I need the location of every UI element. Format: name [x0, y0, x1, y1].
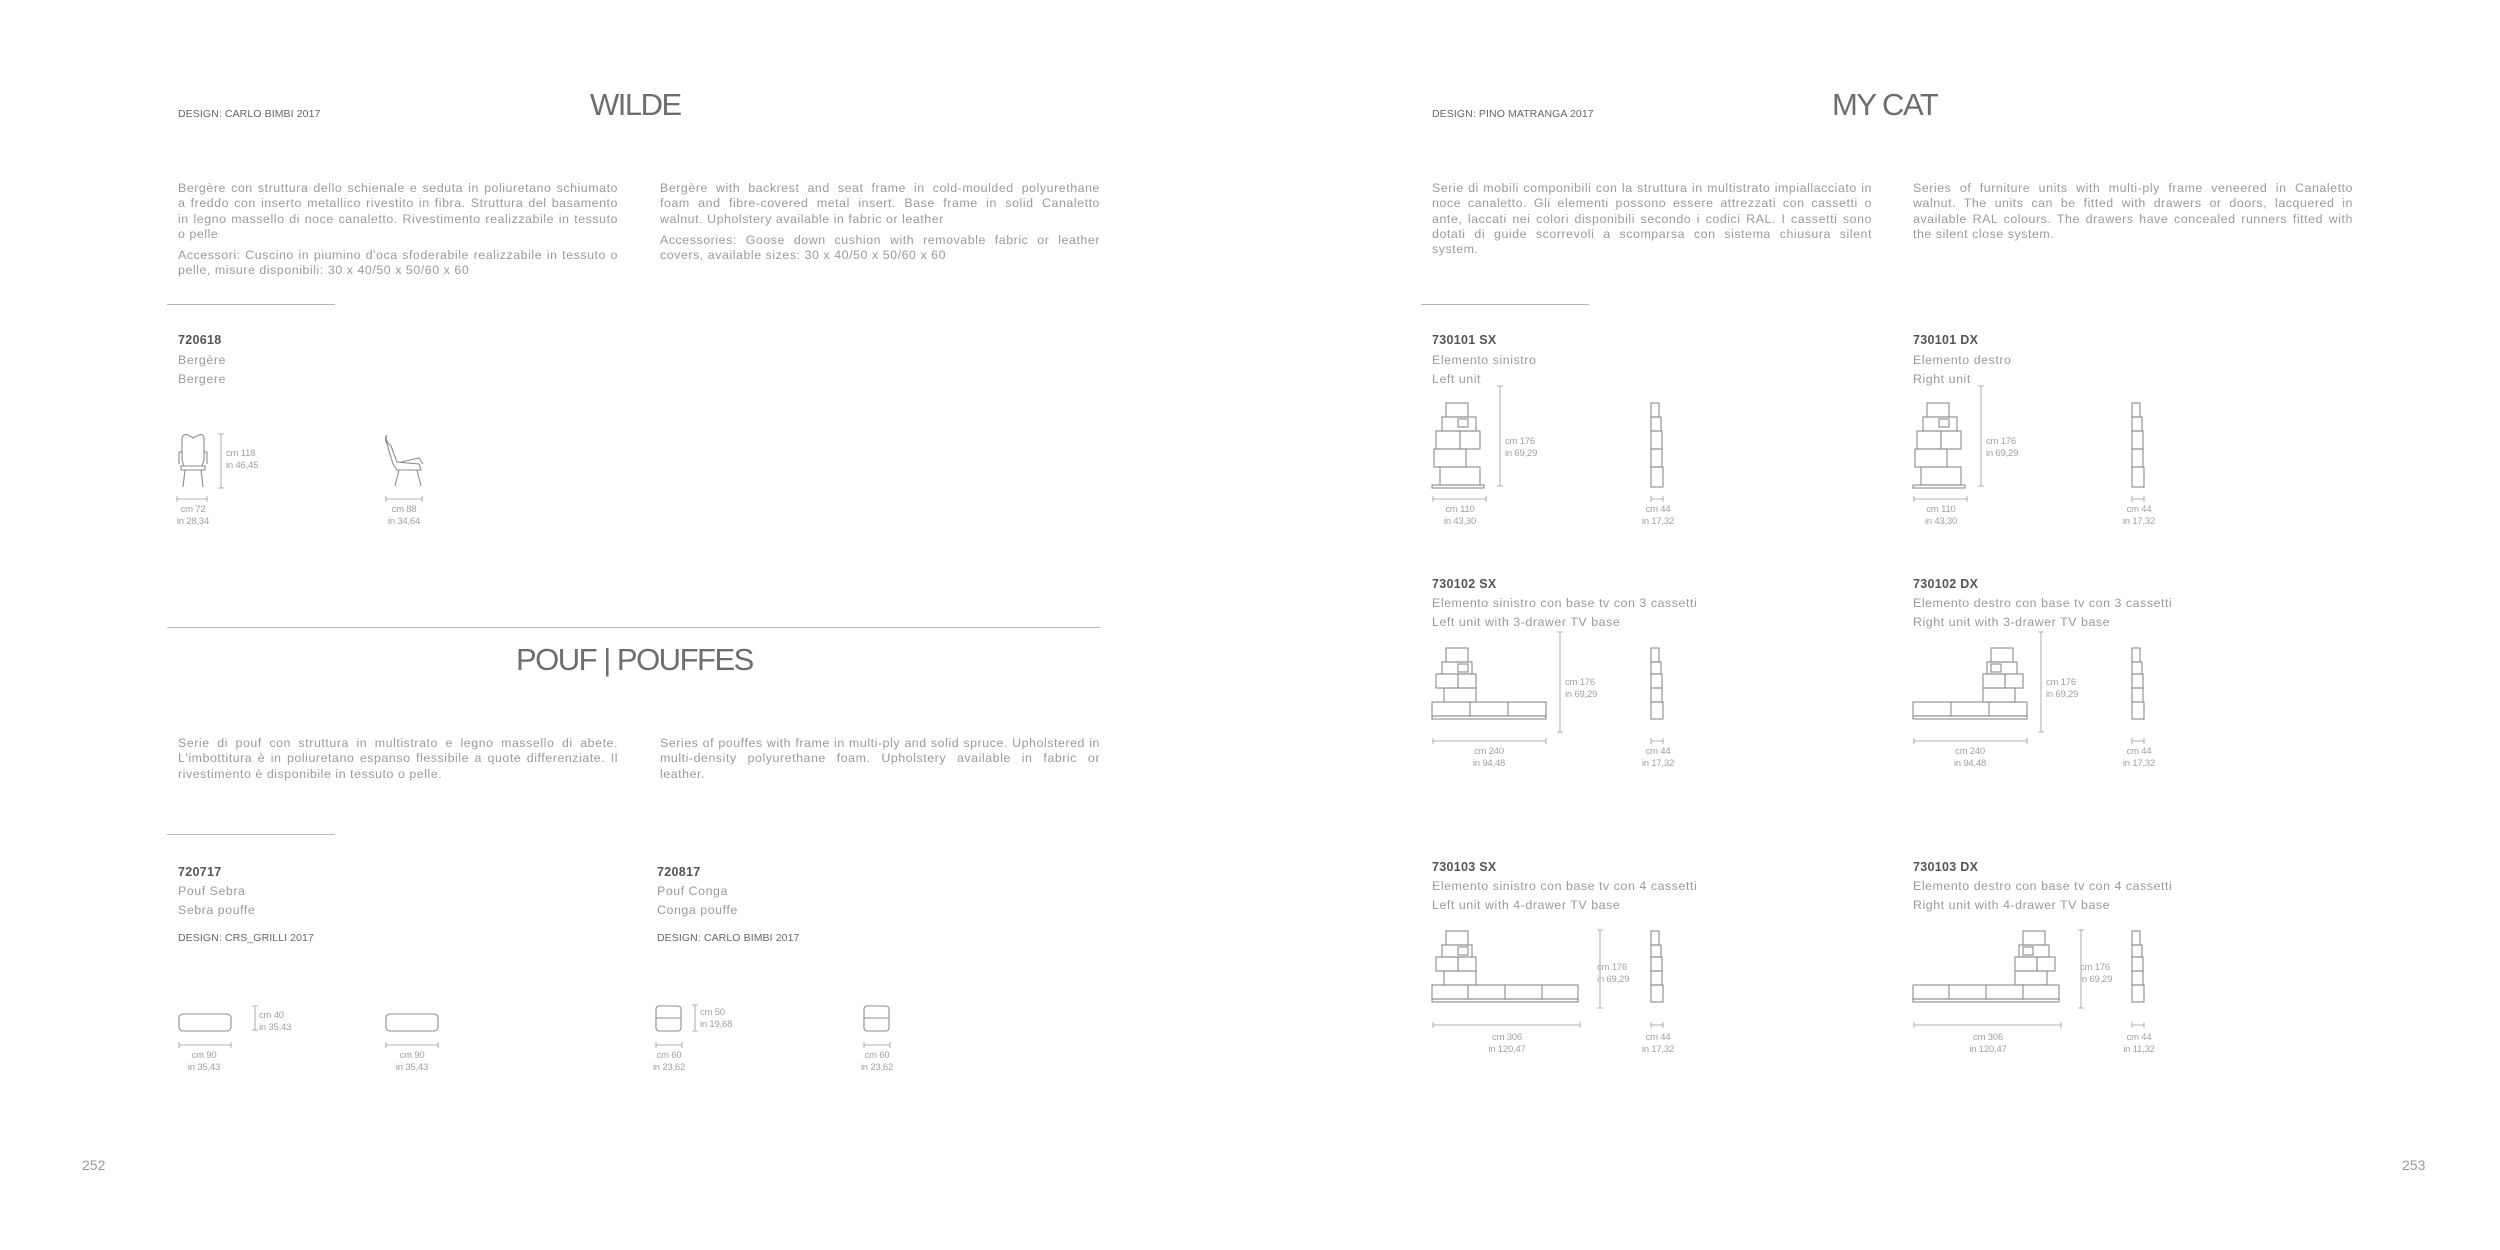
width-cm: cm 306 [1492, 1032, 1522, 1043]
description-english: Series of furniture units with multi-ply frame veneered in Canaletto walnut. The units can be fitted with drawers or doors, lacquered in available RAL colours. The drawers have concealed runners fitted with the silent close system. [1913, 181, 2353, 241]
depth-cm: cm 44 [1645, 746, 1671, 757]
height-dimension-line [1497, 386, 1505, 488]
unit-side-drawing [1648, 645, 1668, 735]
pouf-depth-in: in 35,43 [395, 1062, 429, 1073]
design-credit: DESIGN: CARLO BIMBI 2017 [178, 108, 321, 120]
height-cm: cm 176 [1565, 677, 1595, 688]
pouf-width-in: in 23,62 [652, 1062, 686, 1073]
height-dimension [226, 448, 258, 472]
depth-cm: cm 44 [1645, 504, 1671, 515]
pouf-section-divider [167, 627, 1100, 628]
height-dimension [2080, 962, 2112, 986]
product-name-italian: Bergère [178, 353, 226, 367]
height-cm: cm 118 [226, 448, 256, 459]
width-dimension-line [1432, 496, 1490, 502]
product-name-english: Bergere [178, 372, 226, 386]
product-name-english: Right unit with 3-drawer TV base [1913, 615, 2111, 629]
pouf-height-dimension [259, 1010, 291, 1034]
pouf-name-english: Conga pouffe [657, 903, 738, 917]
width-in: in 120,47 [1488, 1044, 1526, 1055]
depth-dimension-line [1650, 738, 1666, 744]
depth-dimension [2119, 504, 2159, 528]
width-dimension-line [1432, 738, 1550, 744]
pouf-depth-dimension-line [863, 1042, 893, 1048]
description-italian: Serie di mobili componibili con la struttura in multistrato impiallacciato in noce canaletto. Gli elementi possono essere attrezzati con cassetti o ante, laccati nei colori disponibili secondo i codici RAL. I cassetti sono dotati di guide scorrevoli a scomparsa con sistema chiusura silent system. [1432, 181, 1872, 257]
width-in: in 28,34 [176, 516, 210, 527]
pouf-name-italian: Pouf Conga [657, 884, 728, 898]
product-name-english: Right unit with 4-drawer TV base [1913, 898, 2111, 912]
page-title: WILDE [590, 87, 681, 122]
pouf-code: 720717 [178, 865, 222, 879]
pouf-height-cm: cm 40 [259, 1010, 284, 1021]
description-italian-accessories: Accessori: Cuscino in piumino d'oca sfoderabile realizzabile in tessuto o pelle, misure disponibili: 30 x 40/50 x 50/60 x 60 [178, 248, 618, 278]
depth-dimension [1638, 1032, 1678, 1056]
pouf-height-dimension [700, 1007, 732, 1031]
pouf-width-in: in 35,43 [187, 1062, 221, 1073]
pouf-height-in: in 35,43 [259, 1022, 292, 1033]
pouf-width-dimension [646, 1050, 692, 1074]
description-english-accessories: Accessories: Goose down cushion with removable fabric or leather covers, available sizes: 30 x 40/50 x 50/60 x 60 [660, 232, 1100, 263]
unit-side-drawing [2129, 645, 2149, 735]
pouf-height-in: in 19,68 [700, 1019, 733, 1030]
unit-side-drawing [2129, 400, 2149, 490]
product-code: 730103 SX [1432, 860, 1497, 874]
bergere-side-drawing [383, 432, 433, 492]
unit-front-drawing [1432, 400, 1492, 490]
depth-in: in 17,32 [1641, 758, 1675, 769]
width-in: in 120,47 [1969, 1044, 2007, 1055]
height-dimension-line [1978, 386, 1986, 488]
height-cm: cm 176 [2080, 962, 2110, 973]
product-name-italian: Elemento destro con base tv con 3 cassetti [1913, 596, 2173, 610]
width-dimension [170, 504, 216, 528]
depth-in: in 34,64 [387, 516, 421, 527]
product-name-italian: Elemento destro con base tv con 4 cassetti [1913, 879, 2173, 893]
depth-in: in 17,32 [2122, 516, 2156, 527]
height-cm: cm 176 [1505, 436, 1535, 447]
product-code: 730103 DX [1913, 860, 1979, 874]
unit-side-drawing [1648, 928, 1668, 1018]
pouf-conga-side-drawing [863, 1005, 893, 1035]
description-italian-main: Bergère con struttura dello schienale e seduta in poliuretano schiumato a freddo con inserto metallico rivestito in fibra. Struttura del basamento in legno massello di noce canaletto. Rivestimento realizzabile in tessuto o pelle [178, 181, 618, 241]
width-in: in 94,48 [1472, 758, 1506, 769]
product-code: 730102 SX [1432, 577, 1497, 591]
product-name-italian: Elemento sinistro [1432, 353, 1537, 367]
pouf-depth-dimension-line [385, 1042, 441, 1048]
pouf-width-cm: cm 60 [656, 1050, 682, 1061]
height-cm: cm 176 [2046, 677, 2076, 688]
width-cm: cm 110 [1926, 504, 1956, 515]
pouf-depth-dimension [854, 1050, 900, 1074]
product-code: 730102 DX [1913, 577, 1979, 591]
unit-side-drawing [1648, 400, 1668, 490]
pouf-design-credit: DESIGN: CARLO BIMBI 2017 [657, 932, 800, 944]
width-dimension-line [176, 496, 210, 502]
depth-dimension-line [1650, 496, 1666, 502]
height-in: in 69,29 [2046, 689, 2079, 700]
product-name-italian: Elemento sinistro con base tv con 4 cassetti [1432, 879, 1698, 893]
height-dimension [1986, 436, 2018, 460]
width-dimension-line [1913, 738, 2031, 744]
depth-in: in 11,32 [2123, 1044, 2155, 1055]
product-name-english: Right unit [1913, 372, 1971, 386]
depth-in: in 17,32 [1641, 516, 1675, 527]
section-divider [1421, 304, 1589, 305]
width-dimension-line [1913, 496, 1971, 502]
pouf-title: POUF | POUFFES [516, 642, 753, 677]
pouf-height-cm: cm 50 [700, 1007, 725, 1018]
section-divider [167, 304, 335, 305]
pouf-design-credit: DESIGN: CRS_GRILLI 2017 [178, 932, 314, 944]
width-dimension [1435, 504, 1485, 528]
height-in: in 69,29 [2080, 974, 2113, 985]
height-dimension [2046, 677, 2078, 701]
depth-cm: cm 44 [2126, 1032, 2152, 1043]
width-dimension [1916, 504, 1966, 528]
unit-side-drawing [2129, 928, 2149, 1018]
depth-dimension [2119, 746, 2159, 770]
height-cm: cm 176 [1986, 436, 2016, 447]
description-english [660, 181, 1100, 263]
pouf-conga-front-drawing [655, 1005, 685, 1035]
page-number: 252 [82, 1157, 106, 1173]
pouf-width-dimension-line [178, 1042, 234, 1048]
height-in: in 69,29 [1505, 448, 1538, 459]
width-cm: cm 110 [1445, 504, 1475, 515]
width-in: in 43,30 [1924, 516, 1958, 527]
depth-in: in 17,32 [2122, 758, 2156, 769]
unit-front-drawing [1913, 645, 2033, 735]
depth-dimension-line [385, 496, 425, 502]
depth-dimension [381, 504, 427, 528]
pouf-depth-in: in 23,62 [860, 1062, 894, 1073]
height-cm: cm 176 [1597, 962, 1627, 973]
depth-dimension-line [2131, 1022, 2147, 1028]
unit-front-drawing [1432, 645, 1552, 735]
height-in: in 69,29 [1565, 689, 1598, 700]
depth-cm: cm 44 [1645, 1032, 1671, 1043]
depth-dimension-line [2131, 738, 2147, 744]
product-name-italian: Elemento sinistro con base tv con 3 cassetti [1432, 596, 1698, 610]
height-dimension [1597, 962, 1629, 986]
pouf-depth-dimension [389, 1050, 435, 1074]
height-dimension-line [2038, 632, 2046, 734]
depth-dimension-line [2131, 496, 2147, 502]
product-code: 720618 [178, 333, 222, 347]
pouf-width-dimension-line [655, 1042, 685, 1048]
product-code: 730101 DX [1913, 333, 1979, 347]
product-name-english: Left unit [1432, 372, 1482, 386]
width-cm: cm 72 [180, 504, 206, 515]
pouf-description-italian: Serie di pouf con struttura in multistrato e legno massello di abete. L'imbottitura è in poliuretano espanso flessibile a quote differenziate. Il rivestimento è disponibile in tessuto o pelle. [178, 736, 618, 781]
height-dimension [1505, 436, 1537, 460]
depth-dimension [2119, 1032, 2159, 1056]
height-in: in 69,29 [1597, 974, 1630, 985]
pouf-width-cm: cm 90 [191, 1050, 217, 1061]
width-dimension-line [1432, 1022, 1584, 1028]
width-in: in 43,30 [1443, 516, 1477, 527]
width-cm: cm 240 [1474, 746, 1504, 757]
pouf-code: 720817 [657, 865, 701, 879]
pouf-depth-cm: cm 90 [399, 1050, 425, 1061]
depth-cm: cm 88 [391, 504, 417, 515]
depth-dimension [1638, 746, 1678, 770]
design-credit: DESIGN: PINO MATRANGA 2017 [1432, 108, 1594, 120]
pouf-sebra-front-drawing [178, 1012, 234, 1036]
width-cm: cm 240 [1955, 746, 1985, 757]
depth-cm: cm 44 [2126, 504, 2152, 515]
unit-front-drawing [1432, 928, 1592, 1018]
height-dimension [1565, 677, 1597, 701]
depth-cm: cm 44 [2126, 746, 2152, 757]
height-in: in 46,45 [226, 460, 259, 471]
unit-front-drawing [1913, 400, 1973, 490]
height-dimension-line [1557, 632, 1565, 734]
pouf-height-dimension-line [692, 1005, 700, 1033]
depth-dimension [1638, 504, 1678, 528]
unit-front-drawing [1913, 928, 2073, 1018]
pouf-name-english: Sebra pouffe [178, 903, 256, 917]
product-name-english: Left unit with 3-drawer TV base [1432, 615, 1621, 629]
pouf-divider [167, 834, 335, 835]
product-name-english: Left unit with 4-drawer TV base [1432, 898, 1621, 912]
pouf-name-italian: Pouf Sebra [178, 884, 246, 898]
depth-dimension-line [1650, 1022, 1666, 1028]
depth-in: in 17,32 [1641, 1044, 1675, 1055]
page-number: 253 [2402, 1157, 2426, 1173]
description-english-main: Bergère with backrest and seat frame in cold-moulded polyurethane foam and fibre-covered metal insert. Base frame in solid Canaletto walnut. Upholstery available in fabric or leather [660, 181, 1100, 226]
pouf-width-dimension [181, 1050, 227, 1074]
product-code: 730101 SX [1432, 333, 1497, 347]
width-dimension [1464, 746, 1514, 770]
width-dimension [1480, 1032, 1534, 1056]
width-cm: cm 306 [1973, 1032, 2003, 1043]
pouf-description-english: Series of pouffes with frame in multi-ply and solid spruce. Upholstered in multi-density polyurethane foam. Upholstery available in fabric or leather. [660, 736, 1100, 781]
page-title: MY CAT [1832, 87, 1938, 122]
width-dimension [1961, 1032, 2015, 1056]
height-in: in 69,29 [1986, 448, 2019, 459]
width-in: in 94,48 [1953, 758, 1987, 769]
width-dimension-line [1913, 1022, 2065, 1028]
pouf-sebra-side-drawing [385, 1012, 441, 1036]
description-italian [178, 181, 618, 279]
product-name-italian: Elemento destro [1913, 353, 2012, 367]
pouf-depth-cm: cm 60 [864, 1050, 890, 1061]
width-dimension [1945, 746, 1995, 770]
